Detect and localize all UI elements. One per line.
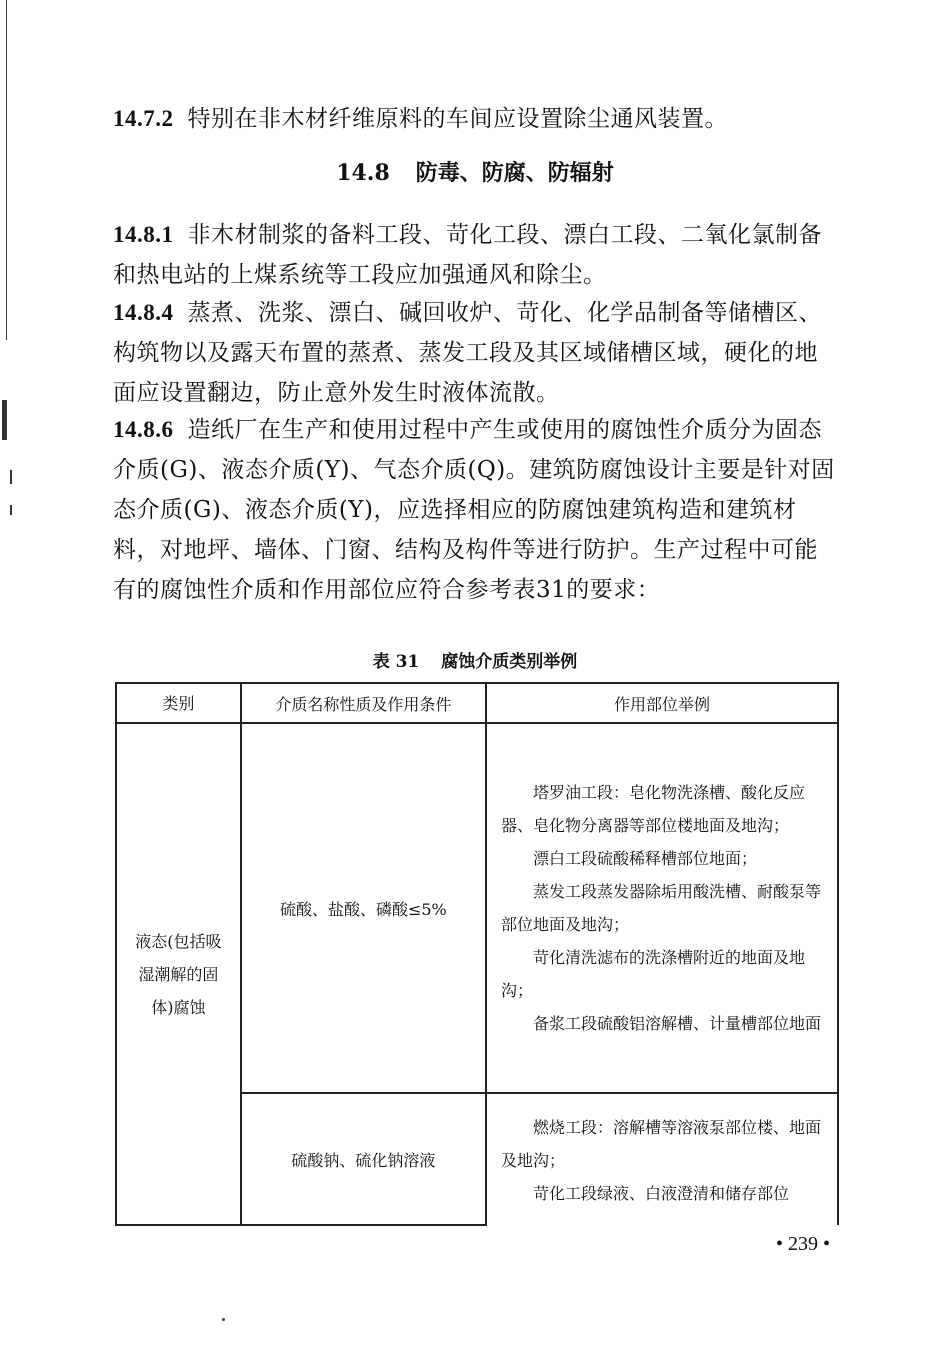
use-item: 苛化工段绿液、白液澄清和储存部位	[532, 1184, 789, 1203]
medium-cell: 硫酸钠、硫化钠溶液	[241, 1093, 486, 1225]
table-caption-number: 表 31	[372, 652, 420, 672]
header-uses: 作用部位举例	[486, 683, 838, 723]
clause-number: 14.8.4	[113, 300, 174, 325]
table-header-row	[116, 683, 838, 723]
margin-mark	[2, 400, 7, 440]
use-item: 塔罗油工段：皂化物洗涤槽、酸化反应器、皂化物分离器等部位楼地面及地沟；	[500, 783, 805, 835]
margin-mark	[10, 470, 12, 484]
category-cell	[116, 723, 241, 1225]
table-row	[116, 723, 838, 1093]
header-category: 类别	[116, 683, 241, 723]
clause-number: 14.7.2	[113, 106, 174, 131]
corrosion-media-table	[115, 682, 839, 1226]
use-item: 备浆工段硫酸铝溶解槽、计量槽部位地面	[532, 1014, 821, 1033]
clause-14-8-1	[113, 215, 838, 295]
clause-text: 造纸厂在生产和使用过程中产生或使用的腐蚀性介质分为固态介质(G)、液态介质(Y)、气态介质(Q)。建筑防腐蚀设计主要是针对固态介质(G)、液态介质(Y)，应选择相应的防腐蚀建筑构造和建筑材料，对地坪、墙体、门窗、结构及构件等进行防护。生产过程中可能有的腐蚀性介质和作用部位应符合参考表31的要求：	[113, 417, 835, 603]
section-title: 防毒、防腐、防辐射	[415, 160, 614, 186]
clause-14-7-2	[113, 99, 838, 139]
clause-number: 14.8.1	[113, 222, 174, 247]
uses-cell	[486, 723, 838, 1093]
section-number: 14.8	[336, 160, 390, 186]
use-item: 燃烧工段：溶解槽等溶液泵部位楼、地面及地沟；	[500, 1118, 821, 1170]
use-item: 漂白工段硫酸稀释槽部位地面；	[532, 849, 757, 868]
section-heading	[0, 156, 950, 187]
table-caption-title: 腐蚀介质类别举例	[441, 652, 578, 672]
header-medium: 介质名称性质及作用条件	[241, 683, 486, 723]
uses-cell	[486, 1093, 838, 1225]
page-number: • 239 •	[775, 1233, 830, 1255]
speck	[222, 1318, 225, 1321]
use-item: 苛化清洗滤布的洗涤槽附近的地面及地沟；	[500, 948, 805, 1000]
clause-text: 蒸煮、洗浆、漂白、碱回收炉、苛化、化学品制备等储槽区、构筑物以及露天布置的蒸煮、蒸发工段及其区域储槽区域，硬化的地面应设置翻边，防止意外发生时液体流散。	[113, 300, 822, 406]
clause-14-8-4	[113, 293, 838, 413]
clause-number: 14.8.6	[113, 417, 174, 442]
category-text: 液态(包括吸湿潮解的固体)腐蚀	[135, 931, 222, 1017]
table-caption	[0, 647, 950, 672]
use-item: 蒸发工段蒸发器除垢用酸洗槽、耐酸泵等部位地面及地沟；	[500, 882, 821, 934]
medium-cell: 硫酸、盐酸、磷酸≤5%	[241, 723, 486, 1093]
clause-text: 非木材制浆的备料工段、苛化工段、漂白工段、二氧化氯制备和热电站的上煤系统等工段应加强通风和除尘。	[113, 222, 822, 288]
margin-mark	[10, 505, 12, 515]
clause-text: 特别在非木材纤维原料的车间应设置除尘通风装置。	[187, 106, 728, 132]
clause-14-8-6	[113, 410, 838, 610]
